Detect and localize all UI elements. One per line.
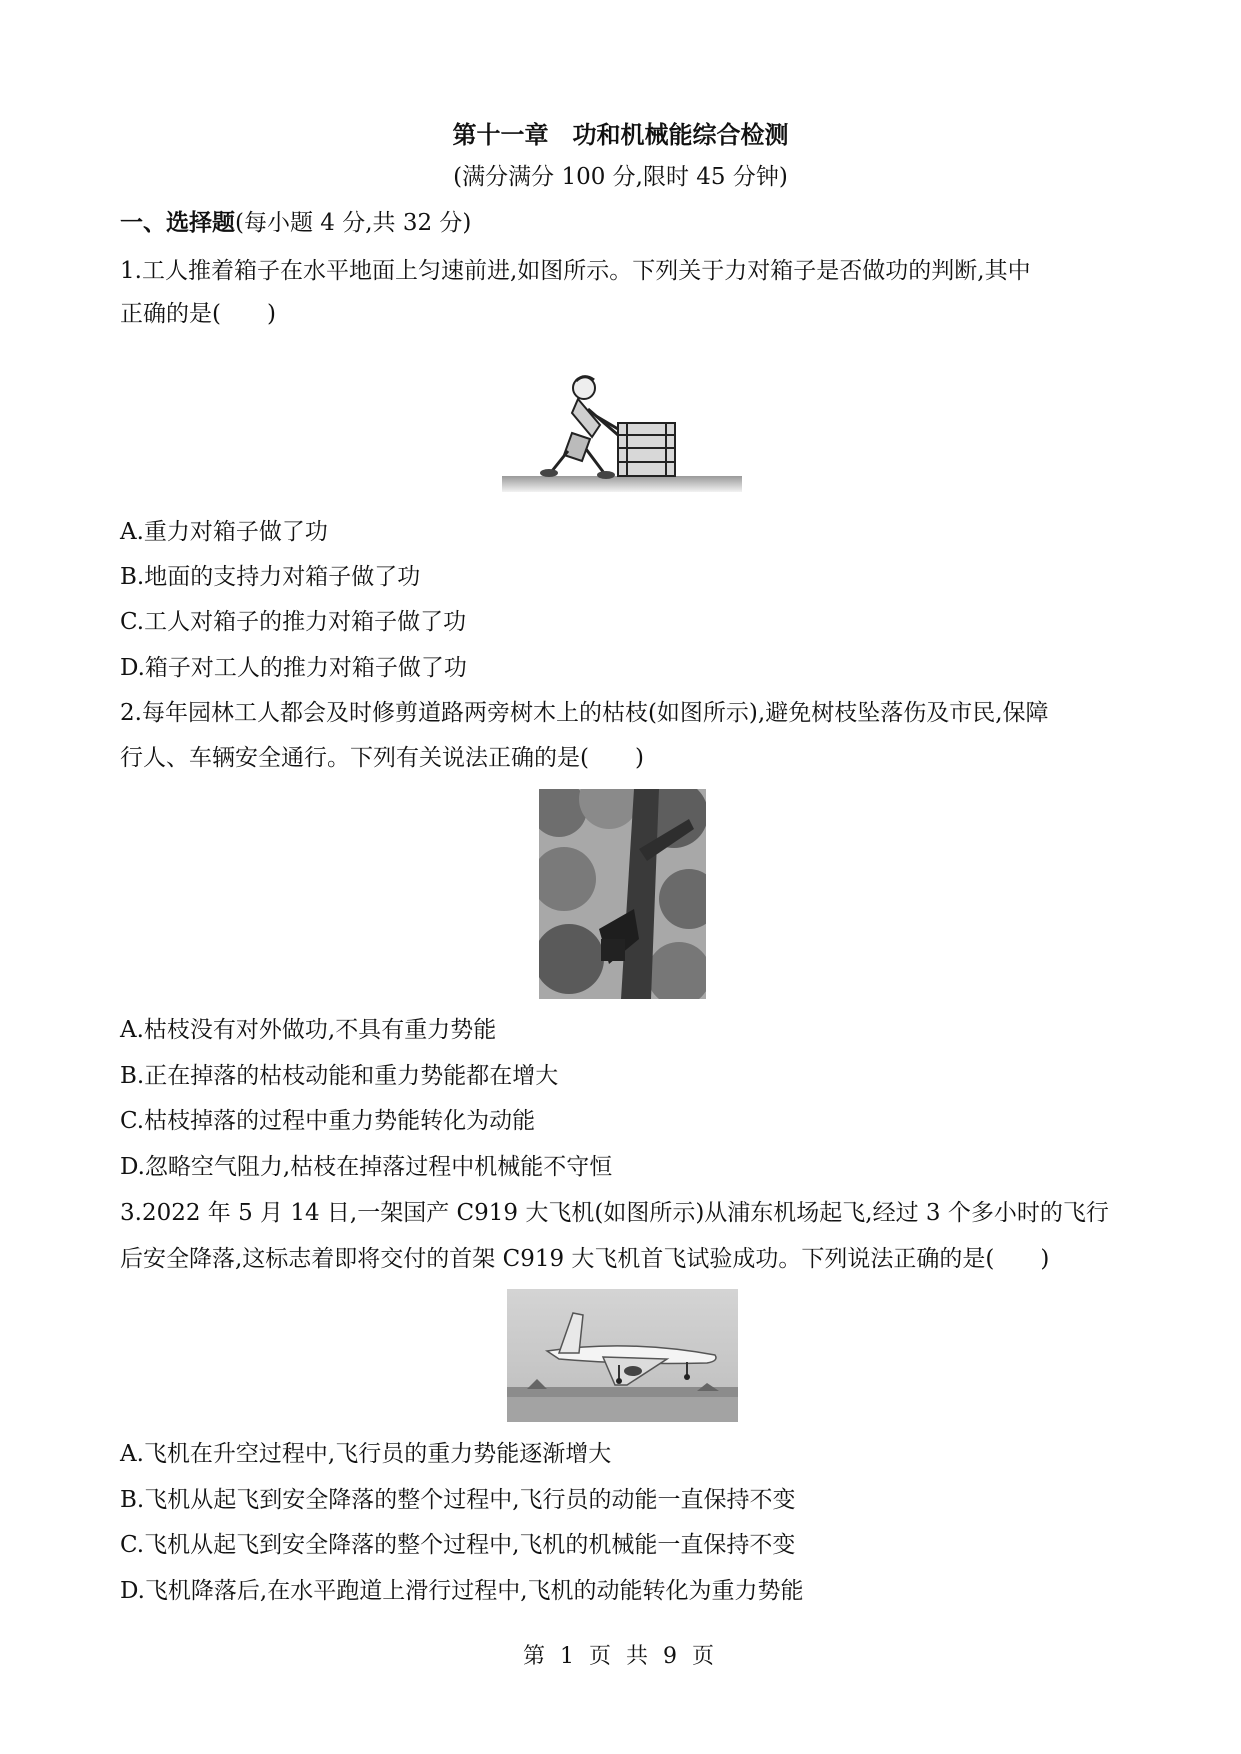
question-1-option-c: C.工人对箱子的推力对箱子做了功 (120, 609, 467, 635)
question-1-option-b: B.地面的支持力对箱子做了功 (120, 564, 421, 590)
question-1-stem-line-1: 1.工人推着箱子在水平地面上匀速前进,如图所示。下列关于力对箱子是否做功的判断,其中 (120, 258, 1031, 284)
section-score-note: (每小题 4 分,共 32 分) (235, 210, 472, 236)
question-2-option-c: C.枯枝掉落的过程中重力势能转化为动能 (120, 1108, 536, 1134)
question-3-option-a: A.飞机在升空过程中,飞行员的重力势能逐渐增大 (120, 1441, 612, 1467)
worker-pushing-box-illustration (502, 371, 742, 492)
question-2-stem-line-2: 行人、车辆安全通行。下列有关说法正确的是( ) (120, 745, 644, 771)
question-2-option-d: D.忽略空气阻力,枯枝在掉落过程中机械能不守恒 (120, 1154, 613, 1180)
c919-airplane-photo (507, 1289, 738, 1422)
question-1-option-d: D.箱子对工人的推力对箱子做了功 (120, 655, 467, 681)
question-1-stem-line-2: 正确的是( ) (120, 301, 276, 327)
page-subtitle: (满分满分 100 分,限时 45 分钟) (453, 164, 788, 190)
question-2-stem-line-1: 2.每年园林工人都会及时修剪道路两旁树木上的枯枝(如图所示),避免树枝坠落伤及市民,保障 (120, 700, 1049, 726)
question-3-option-d: D.飞机降落后,在水平跑道上滑行过程中,飞机的动能转化为重力势能 (120, 1578, 804, 1604)
section-heading (120, 207, 471, 239)
section-title: 一、选择题 (120, 209, 235, 236)
page-title: 第十一章 功和机械能综合检测 (452, 120, 789, 149)
question-3-stem-line-2: 后安全降落,这标志着即将交付的首架 C919 大飞机首飞试验成功。下列说法正确的是( ) (120, 1246, 1050, 1272)
question-3-option-c: C.飞机从起飞到安全降落的整个过程中,飞机的机械能一直保持不变 (120, 1532, 796, 1558)
tree-pruning-photo (539, 789, 706, 999)
page-footer: 第 1 页 共 9 页 (523, 1644, 718, 1669)
question-3-option-b: B.飞机从起飞到安全降落的整个过程中,飞行员的动能一直保持不变 (120, 1487, 796, 1513)
question-3-stem-line-1: 3.2022 年 5 月 14 日,一架国产 C919 大飞机(如图所示)从浦东机场起飞,经过 3 个多小时的飞行 (120, 1200, 1109, 1226)
question-1-option-a: A.重力对箱子做了功 (120, 519, 328, 545)
question-2-option-b: B.正在掉落的枯枝动能和重力势能都在增大 (120, 1063, 559, 1089)
question-2-option-a: A.枯枝没有对外做功,不具有重力势能 (120, 1017, 497, 1043)
